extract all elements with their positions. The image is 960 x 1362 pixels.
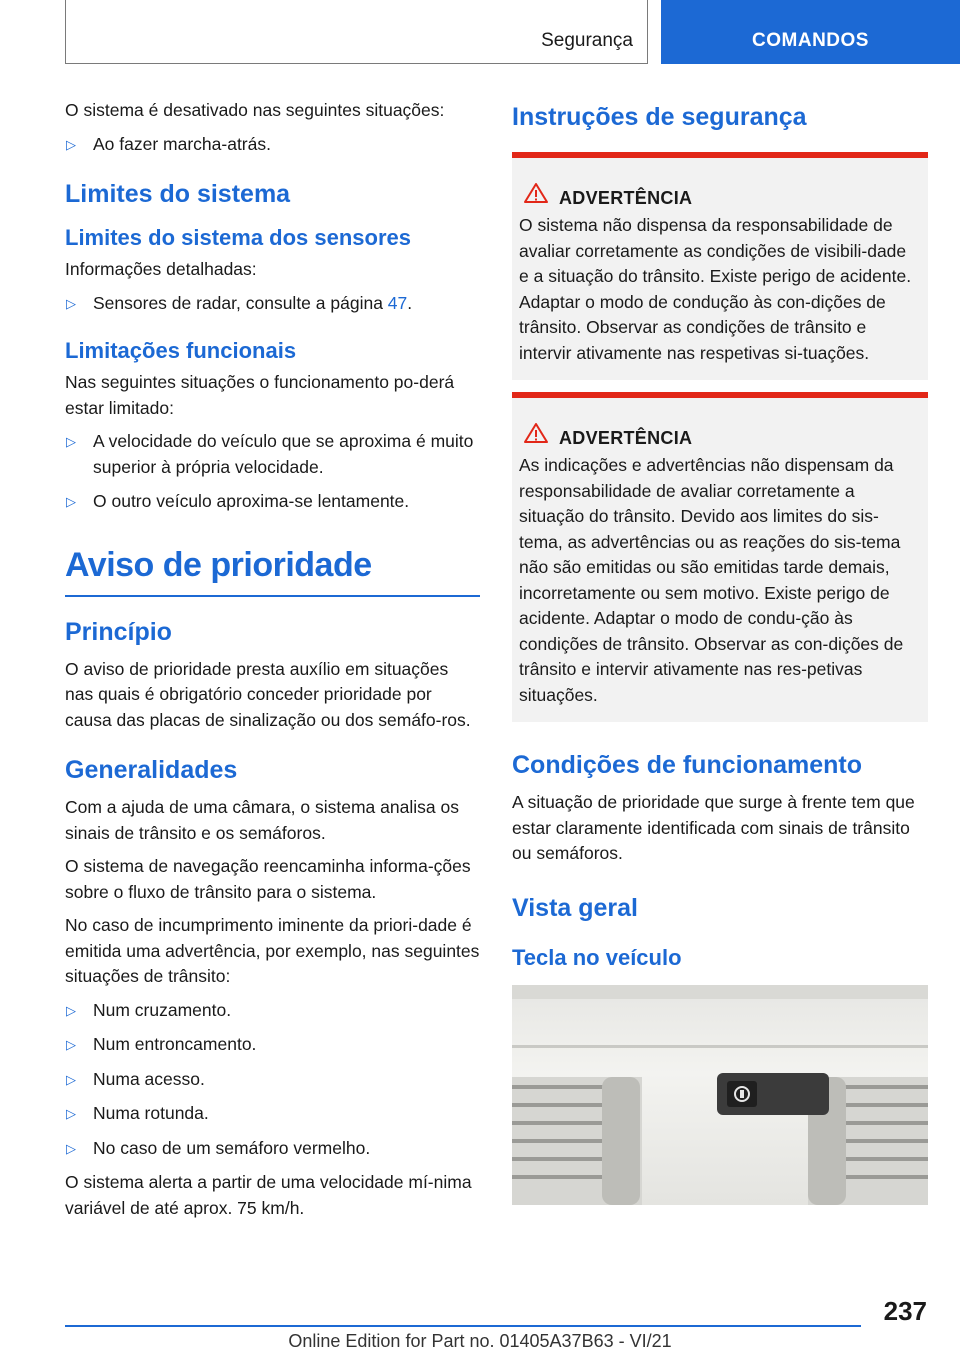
section-title-overview: Vista geral <box>512 893 639 922</box>
triangle-bullet-icon: ▷ <box>66 1106 76 1121</box>
closing-text: O sistema alerta a partir de uma velocidade mí-nima variável de até aprox. 75 km/h. <box>65 1172 472 1218</box>
section-title-safety: Instruções de segurança <box>512 103 807 131</box>
list-item: ▷ Numa acesso. <box>65 1067 480 1093</box>
triangle-bullet-icon: ▷ <box>66 1071 76 1087</box>
vehicle-button-illustration <box>512 985 928 1205</box>
functional-text: Nas seguintes situações o funcionamento po-derá estar limitado: <box>65 372 455 418</box>
section-title-principle: Princípio <box>65 617 172 646</box>
subsection-title-sensor-limits: Limites do sistema dos sensores <box>65 225 412 250</box>
triangle-bullet-icon: ▷ <box>66 434 76 449</box>
subsection-title-functional: Limitações funcionais <box>65 338 297 363</box>
subsection-title-button: Tecla no veículo <box>512 944 682 970</box>
warning-box <box>512 392 928 722</box>
page-link[interactable]: 47 <box>387 292 408 313</box>
warning-title: ADVERTÊNCIA <box>519 422 920 449</box>
warning-text: O sistema não dispensa da responsabilidade de avaliar corretamente as condições de visibili-dade e a situação do trânsito. Existe perigo de acidente. Adaptar o modo de condução às con-dições de trânsito. Observar as condições de trânsito e intervir ativamente nas respetivas si-tuações. <box>519 215 912 363</box>
principle-text: O aviso de prioridade presta auxílio em situações nas quais é obrigatório conceder prioridade por causa das placas de sinalização ou dos semáfo-ros. <box>65 658 471 730</box>
vehicle-button-photo <box>512 985 928 1205</box>
section-title-system-limits: Limites do sistema <box>65 180 291 208</box>
warning-triangle-icon <box>523 422 559 449</box>
triangle-bullet-icon: ▷ <box>66 1037 76 1052</box>
warning-triangle-icon <box>523 182 559 209</box>
list-item: ▷ No caso de um semáforo vermelho. <box>65 1136 480 1162</box>
triangle-bullet-icon: ▷ <box>66 1140 76 1156</box>
main-title: Aviso de prioridade <box>65 545 480 597</box>
header-chapter-tab[interactable]: COMANDOS <box>661 0 960 64</box>
right-column <box>512 98 928 1205</box>
deactivation-intro: O sistema é desativado nas seguintes situações: <box>65 100 445 120</box>
header-section-title: Segurança <box>65 0 648 64</box>
list-item: ▷ Ao fazer marcha-atrás. <box>65 132 480 158</box>
page-number: 237 <box>883 1296 927 1326</box>
list-item: ▷ Num cruzamento. <box>65 998 480 1024</box>
triangle-bullet-icon: ▷ <box>66 136 76 152</box>
list-item: ▷ Num entroncamento. <box>65 1032 480 1058</box>
triangle-bullet-icon: ▷ <box>66 295 76 311</box>
section-title-conditions: Condições de funcionamento <box>512 751 863 779</box>
footer-edition: Online Edition for Part no. 01405A37B63 - VI/21 <box>288 1331 672 1351</box>
list-item: ▷ O outro veículo aproxima-se lentamente. <box>65 489 480 515</box>
general-paragraph: Com a ajuda de uma câmara, o sistema analisa os sinais de trânsito e os semáforos. <box>65 797 459 843</box>
left-column <box>65 98 480 1229</box>
section-title-general: Generalidades <box>65 756 238 784</box>
list-item: ▷ A velocidade do veículo que se aproxima é muito superior à própria velocidade. <box>66 431 474 477</box>
triangle-bullet-icon: ▷ <box>66 1002 76 1018</box>
triangle-bullet-icon: ▷ <box>66 494 76 509</box>
warning-box <box>512 152 928 380</box>
footer-divider <box>65 1325 861 1327</box>
general-paragraph: O sistema de navegação reencaminha informa-ções sobre o fluxo de trânsito para o sistema. <box>65 856 471 902</box>
warning-text: As indicações e advertências não dispensam da responsabilidade de avaliar corretamente a situação do trânsito. Devido aos limites do sis-tema, as advertências ou as reações do sis-tema não são emitidas ou são emitidas tarde demais, incorretamente ou sem motivo. Existe perigo de acidente. Adaptar o modo de condu-ção às condições de trânsito. Observar as con-dições de trânsito e intervir ativamente nas res-petivas situações. <box>519 455 904 705</box>
conditions-text: A situação de prioridade que surge à frente tem que estar claramente identificada com sinais de trânsito ou semáforos. <box>512 792 915 863</box>
list-item: ▷ Numa rotunda. <box>65 1101 480 1127</box>
list-item: ▷ Sensores de radar, consulte a página 47. <box>65 291 480 317</box>
sensor-info: Informações detalhadas: <box>65 259 257 279</box>
general-paragraph: No caso de incumprimento iminente da priori-dade é emitida uma advertência, por exemplo, nas seguintes situações de trânsito: <box>65 915 480 986</box>
warning-title: ADVERTÊNCIA <box>519 182 920 209</box>
